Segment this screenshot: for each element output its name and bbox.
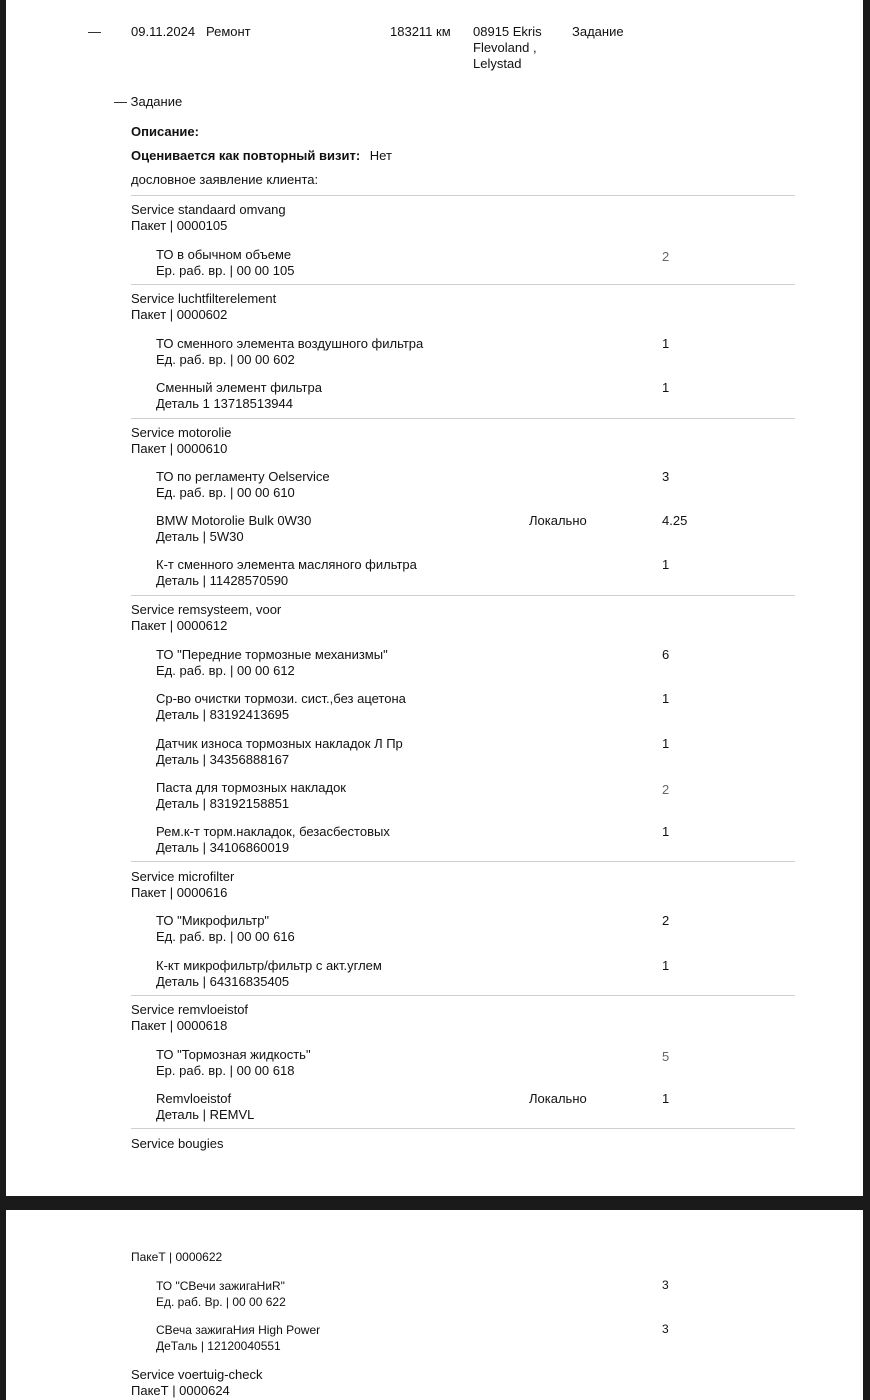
package-name: Service luchtfilterelement [131, 291, 277, 306]
line-item [156, 469, 330, 501]
package-name: Service motorolie [131, 425, 232, 440]
section-divider [131, 195, 795, 196]
line-item [156, 958, 382, 990]
line-item-qty: 2 [662, 913, 670, 928]
line-item [156, 1322, 320, 1354]
repeat-visit-label: Оценивается как повторный визит: [131, 148, 361, 163]
package-name: Service remsysteem, voor [131, 602, 282, 617]
visit-type: Ремонт [206, 24, 251, 39]
line-item-qty: 1 [662, 736, 670, 751]
line-item-code: Ер. раб. вр. | 00 00 105 [156, 263, 295, 278]
line-item-qty: 1 [662, 1091, 670, 1106]
line-item [156, 691, 406, 723]
line-item-qty: 1 [662, 336, 670, 351]
task-toggle[interactable]: — Задание [114, 94, 183, 109]
package-name: Service voertuig-check [131, 1367, 263, 1382]
address [473, 24, 542, 72]
package-code: Пакет | 0000105 [131, 218, 228, 233]
line-item-code: Ед. раб. вр. | 00 00 612 [156, 663, 295, 678]
line-item-qty: 1 [662, 824, 670, 839]
line-item-qty: 2 [662, 782, 670, 797]
line-item [156, 824, 390, 856]
line-item [156, 736, 403, 768]
line-item-name: ТО "Тормозная жидкость" [156, 1047, 311, 1062]
package-name: Service remvloeistof [131, 1002, 249, 1017]
line-item-code: Ед. раб. вр. | 00 00 616 [156, 929, 295, 944]
line-item-code: Ер. раб. вр. | 00 00 618 [156, 1063, 295, 1078]
line-item-code: Деталь | REMVL [156, 1107, 255, 1122]
line-item-code: Деталь | 11428570590 [156, 573, 289, 588]
line-item-code: Ед. раб. вр. | 00 00 602 [156, 352, 295, 367]
package-code: Пакет | 0000618 [131, 1018, 228, 1033]
line-item-name: Сменный элемент фильтра [156, 380, 322, 395]
section-divider [131, 861, 795, 862]
line-item-name: Датчик износа тормозных накладок Л Пр [156, 736, 403, 751]
mileage: 183211 км [390, 24, 451, 39]
line-item-qty: 6 [662, 647, 670, 662]
repeat-visit-value: Нет [369, 148, 392, 163]
line-item-code: Деталь | 5W30 [156, 529, 244, 544]
line-item [156, 380, 322, 412]
line-item-name: BMW Motorolie Bulk 0W30 [156, 513, 312, 528]
package [131, 1367, 263, 1399]
address-line: 08915 Ekris [473, 24, 542, 39]
line-item-qty: 1 [662, 557, 670, 572]
package-code: ПакеТ | 0000622 [131, 1250, 223, 1264]
line-item-qty: 3 [662, 469, 670, 484]
section-divider [131, 995, 795, 996]
line-item-qty: 1 [662, 380, 670, 395]
line-item [156, 336, 423, 368]
section-divider [131, 418, 795, 419]
line-item-code: Ед. раб. Вр. | 00 00 622 [156, 1295, 286, 1309]
line-item-name: ТО "Передние тормозные механизмы" [156, 647, 388, 662]
line-item-location: Локально [529, 1091, 587, 1106]
line-item-qty: 1 [662, 958, 670, 973]
package [131, 291, 276, 323]
line-item-qty: 3 [662, 1278, 669, 1292]
line-item-name: ТО в обычном объеме [156, 247, 292, 262]
package [131, 1002, 248, 1034]
line-item-name: ТО "СВечи зажигаНиR" [156, 1279, 285, 1293]
address-line: Flevoland , [473, 40, 537, 55]
section-divider [131, 595, 795, 596]
package [131, 602, 281, 634]
package-code: Пакет | 0000602 [131, 307, 228, 322]
line-item [156, 247, 294, 279]
line-item-code: ДеТаль | 12120040551 [156, 1339, 281, 1353]
package-code: ПакеТ | 0000624 [131, 1383, 230, 1398]
package-name: Service microfilter [131, 869, 235, 884]
line-item [156, 1278, 286, 1310]
line-item [156, 1091, 254, 1123]
line-item-name: ТО "Микрофильтр" [156, 913, 270, 928]
line-item-name: Рем.к-т торм.накладок, безасбестовых [156, 824, 390, 839]
line-item-code: Деталь | 83192413695 [156, 707, 290, 722]
package [131, 202, 286, 234]
line-item [156, 780, 346, 812]
line-item-qty: 3 [662, 1322, 669, 1336]
line-item-location: Локально [529, 513, 587, 528]
document-page-2 [6, 1210, 863, 1400]
line-item-name: Паста для тормозных накладок [156, 780, 346, 795]
repeat-visit-row [131, 148, 392, 163]
description-label: Описание: [131, 124, 199, 139]
line-item-name: К-т сменного элемента масляного фильтра [156, 557, 417, 572]
line-item-qty: 2 [662, 249, 670, 264]
customer-statement-label: дословное заявление клиента: [131, 172, 319, 187]
line-item [156, 1047, 311, 1079]
line-item [156, 513, 311, 545]
line-item-code: Деталь | 64316835405 [156, 974, 290, 989]
line-item-name: ТО сменного элемента воздушного фильтра [156, 336, 424, 351]
line-item-name: К-кт микрофильтр/фильтр с акт.углем [156, 958, 382, 973]
package [131, 869, 234, 901]
line-item [156, 557, 417, 589]
package-code: Пакет | 0000610 [131, 441, 228, 456]
line-item-code: Ед. раб. вр. | 00 00 610 [156, 485, 295, 500]
line-item [156, 647, 388, 679]
line-item-name: СВеча зажигаНия High Power [156, 1323, 321, 1337]
line-item-code: Деталь | 83192158851 [156, 796, 290, 811]
line-item [156, 913, 295, 945]
package [131, 425, 231, 457]
collapse-toggle[interactable]: — [88, 24, 101, 39]
address-line: Lelystad [473, 56, 522, 71]
package-name: Service bougies [131, 1136, 224, 1151]
package-code: Пакет | 0000616 [131, 885, 228, 900]
line-item-name: Remvloeistof [156, 1091, 232, 1106]
package-name: Service standaard omvang [131, 202, 286, 217]
line-item-qty: 4.25 [662, 513, 688, 528]
document-page-1 [6, 0, 863, 1196]
section-divider [131, 1128, 795, 1129]
column-label-task: Задание [572, 24, 624, 39]
line-item-code: Деталь | 34106860019 [156, 840, 290, 855]
package-code: Пакет | 0000612 [131, 618, 228, 633]
section-divider [131, 284, 795, 285]
line-item-qty: 5 [662, 1049, 670, 1064]
line-item-name: ТО по регламенту Oelservice [156, 469, 330, 484]
visit-date: 09.11.2024 [131, 24, 196, 39]
line-item-code: Деталь 1 13718513944 [156, 396, 293, 411]
line-item-name: Ср-во очистки тормози. сист.,без ацетона [156, 691, 406, 706]
line-item-code: Деталь | 34356888167 [156, 752, 290, 767]
line-item-qty: 1 [662, 691, 670, 706]
